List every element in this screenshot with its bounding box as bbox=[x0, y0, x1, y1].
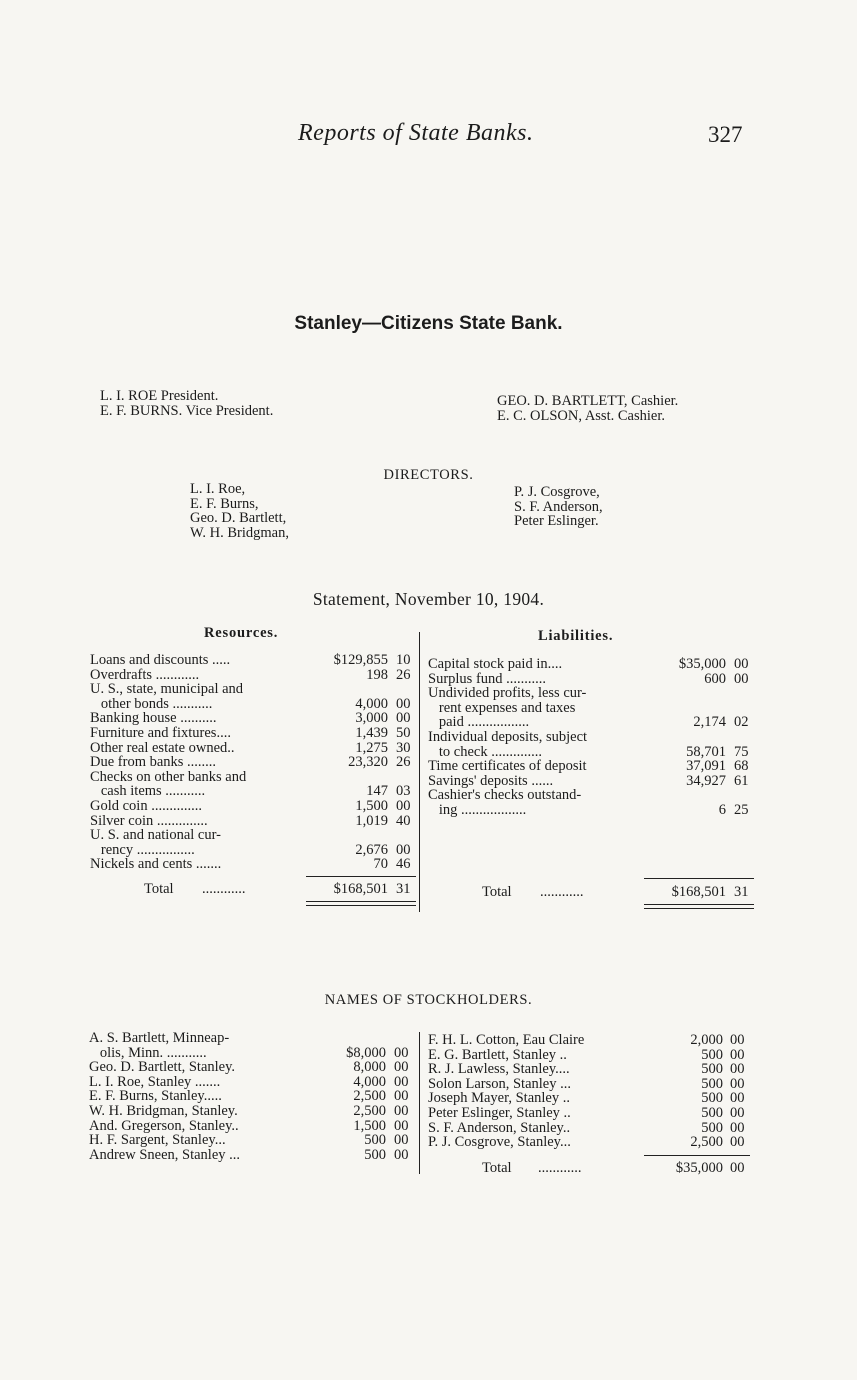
row-cents: 00 bbox=[730, 1046, 745, 1063]
director-name: Peter Eslinger. bbox=[514, 513, 599, 530]
stockholder-row bbox=[89, 1104, 416, 1119]
row-dollars: 23,320 bbox=[348, 754, 388, 771]
stockholders-total-cents: 00 bbox=[730, 1160, 745, 1176]
row-cents: 02 bbox=[734, 714, 749, 731]
row-label: Due from banks ........ bbox=[90, 754, 217, 771]
row-dollars: 1,019 bbox=[355, 812, 388, 829]
resources-total-row bbox=[90, 882, 416, 897]
row-label: U. S. and national cur- bbox=[90, 827, 221, 844]
row-dollars: 1,275 bbox=[355, 739, 388, 756]
stockholder-row bbox=[428, 1135, 754, 1150]
stockholder-row bbox=[428, 1121, 754, 1136]
row-dollars: 500 bbox=[701, 1061, 723, 1078]
stockholder-row bbox=[89, 1148, 416, 1163]
row-cents: 00 bbox=[730, 1090, 745, 1107]
liabilities-total-row bbox=[428, 885, 754, 900]
resource-row bbox=[90, 799, 416, 814]
row-cents: 00 bbox=[730, 1104, 745, 1121]
row-cents: 00 bbox=[394, 1044, 409, 1061]
stockholders-right-table bbox=[428, 1033, 754, 1150]
row-label: U. S., state, municipal and bbox=[90, 681, 244, 698]
row-cents: 00 bbox=[730, 1119, 745, 1136]
row-dollars: 2,000 bbox=[690, 1032, 723, 1048]
stockholders-left-table bbox=[89, 1031, 416, 1162]
row-dollars: 147 bbox=[366, 783, 388, 800]
total-dots: ............ bbox=[540, 884, 584, 900]
resource-row bbox=[90, 741, 416, 756]
row-cents: 00 bbox=[730, 1134, 745, 1151]
row-dollars: 2,500 bbox=[353, 1102, 386, 1119]
stockholders-total-rule bbox=[644, 1155, 750, 1156]
row-cents: 00 bbox=[394, 1132, 409, 1149]
liabilities-total-rule bbox=[644, 878, 754, 879]
resource-row bbox=[90, 843, 416, 858]
row-dollars: 8,000 bbox=[353, 1059, 386, 1076]
row-label: Checks on other banks and bbox=[90, 768, 247, 785]
stockholder-row bbox=[428, 1062, 754, 1077]
row-cents: 00 bbox=[394, 1073, 409, 1090]
row-cents: 00 bbox=[394, 1088, 409, 1105]
row-label: cash items ........... bbox=[90, 783, 206, 800]
row-cents: 00 bbox=[394, 1059, 409, 1076]
row-label: ing .................. bbox=[428, 801, 527, 818]
row-label: Silver coin .............. bbox=[90, 812, 208, 829]
statement-title: Statement, November 10, 1904. bbox=[312, 589, 545, 609]
stockholder-row bbox=[89, 1060, 416, 1075]
row-cents: 30 bbox=[396, 739, 411, 756]
row-label: R. J. Lawless, Stanley.... bbox=[428, 1061, 570, 1078]
row-label: Surplus fund ........... bbox=[428, 670, 547, 687]
liability-row bbox=[428, 745, 754, 760]
resources-total-cents: 31 bbox=[396, 881, 411, 897]
row-cents: 25 bbox=[734, 801, 749, 818]
row-label: rency ................ bbox=[90, 841, 195, 858]
total-dots: ............ bbox=[538, 1160, 582, 1176]
liabilities-total-double-rule bbox=[644, 904, 754, 909]
row-dollars: 600 bbox=[704, 670, 726, 687]
row-label: Other real estate owned.. bbox=[90, 739, 235, 756]
resources-total-rule bbox=[306, 876, 416, 877]
officers-right bbox=[497, 394, 678, 423]
total-dots: ............ bbox=[202, 881, 246, 897]
row-label: Cashier's checks outstand- bbox=[428, 787, 582, 804]
row-label: F. H. L. Cotton, Eau Claire bbox=[428, 1032, 585, 1048]
row-dollars: 4,000 bbox=[353, 1073, 386, 1090]
stockholders-title: NAMES OF STOCKHOLDERS. bbox=[324, 992, 533, 1008]
liabilities-total-dollars: $168,501 bbox=[671, 884, 726, 900]
stockholders-column-divider bbox=[419, 1032, 420, 1174]
resources-heading: Resources. bbox=[204, 625, 279, 641]
liability-row bbox=[428, 803, 754, 818]
bank-title: Stanley—Citizens State Bank. bbox=[294, 313, 563, 334]
row-cents: 26 bbox=[396, 666, 411, 683]
row-label: W. H. Bridgman, Stanley. bbox=[89, 1102, 238, 1119]
row-label: Savings' deposits ...... bbox=[428, 772, 554, 789]
liabilities-total-cents: 31 bbox=[734, 884, 749, 900]
row-label: paid ................. bbox=[428, 714, 530, 731]
stockholder-row bbox=[428, 1048, 754, 1063]
row-cents: 00 bbox=[394, 1117, 409, 1134]
liability-row bbox=[428, 715, 754, 730]
total-label: Total bbox=[144, 881, 174, 897]
row-label: E. G. Bartlett, Stanley .. bbox=[428, 1046, 567, 1063]
row-dollars: 500 bbox=[701, 1090, 723, 1107]
resource-row bbox=[90, 711, 416, 726]
resource-row bbox=[90, 697, 416, 712]
row-cents: 00 bbox=[396, 841, 411, 858]
row-cents: 00 bbox=[730, 1075, 745, 1092]
row-label: Banking house .......... bbox=[90, 710, 217, 727]
stockholders-total-dollars: $35,000 bbox=[675, 1160, 723, 1176]
row-cents: 00 bbox=[394, 1102, 409, 1119]
resources-total-dollars: $168,501 bbox=[333, 881, 388, 897]
stockholder-row bbox=[428, 1033, 754, 1048]
stockholder-row bbox=[428, 1091, 754, 1106]
officer-asst-cashier: E. C. OLSON, Asst. Cashier. bbox=[497, 407, 665, 424]
row-dollars: 1,439 bbox=[355, 724, 388, 741]
director-name: L. I. Roe, bbox=[190, 481, 246, 497]
row-cents: 00 bbox=[734, 670, 749, 687]
row-label: to check .............. bbox=[428, 743, 542, 760]
statement-column-divider bbox=[419, 632, 420, 912]
resource-row bbox=[90, 668, 416, 683]
row-label: Loans and discounts ..... bbox=[90, 652, 231, 668]
row-cents: 61 bbox=[734, 772, 749, 789]
stockholder-row bbox=[89, 1133, 416, 1148]
row-dollars: 500 bbox=[701, 1104, 723, 1121]
row-dollars: 58,701 bbox=[686, 743, 726, 760]
resource-row bbox=[90, 682, 416, 697]
row-label: Time certificates of deposit bbox=[428, 758, 587, 775]
director-name: S. F. Anderson, bbox=[514, 498, 603, 515]
row-dollars: 4,000 bbox=[355, 695, 388, 712]
row-label: Capital stock paid in.... bbox=[428, 656, 563, 672]
row-dollars: 500 bbox=[364, 1132, 386, 1149]
row-dollars: 2,500 bbox=[690, 1134, 723, 1151]
row-label: Overdrafts ............ bbox=[90, 666, 200, 683]
row-cents: 50 bbox=[396, 724, 411, 741]
stockholder-row bbox=[428, 1077, 754, 1092]
row-cents: 00 bbox=[734, 656, 749, 672]
row-cents: 03 bbox=[396, 783, 411, 800]
liability-row bbox=[428, 788, 754, 803]
director-name: P. J. Cosgrove, bbox=[514, 484, 600, 500]
row-cents: 00 bbox=[394, 1146, 409, 1163]
resources-table bbox=[90, 653, 416, 872]
liabilities-table bbox=[428, 657, 754, 818]
stockholder-row bbox=[89, 1089, 416, 1104]
row-cents: 26 bbox=[396, 754, 411, 771]
directors-title: DIRECTORS. bbox=[383, 467, 474, 483]
row-label: Joseph Mayer, Stanley .. bbox=[428, 1090, 570, 1107]
liability-row bbox=[428, 701, 754, 716]
row-cents: 75 bbox=[734, 743, 749, 760]
row-cents: 00 bbox=[396, 695, 411, 712]
row-dollars: 37,091 bbox=[686, 758, 726, 775]
stockholder-row bbox=[89, 1046, 416, 1061]
row-label: Peter Eslinger, Stanley .. bbox=[428, 1104, 571, 1121]
row-cents: 00 bbox=[396, 797, 411, 814]
director-name: Geo. D. Bartlett, bbox=[190, 510, 287, 527]
total-label: Total bbox=[482, 1160, 512, 1176]
director-name: E. F. Burns, bbox=[190, 495, 259, 512]
running-header-title: Reports of State Banks. bbox=[298, 120, 534, 146]
liability-row bbox=[428, 774, 754, 789]
row-cents: 00 bbox=[730, 1061, 745, 1078]
officer-cashier: GEO. D. BARTLETT, Cashier. bbox=[497, 393, 679, 409]
row-label: E. F. Burns, Stanley..... bbox=[89, 1088, 222, 1105]
row-label: Nickels and cents ....... bbox=[90, 856, 222, 873]
resource-row bbox=[90, 726, 416, 741]
stockholder-row bbox=[89, 1075, 416, 1090]
row-dollars: 34,927 bbox=[686, 772, 726, 789]
liability-row bbox=[428, 672, 754, 687]
officer-president: L. I. ROE President. bbox=[100, 388, 219, 404]
row-label: Gold coin .............. bbox=[90, 797, 202, 814]
row-label: Andrew Sneen, Stanley ... bbox=[89, 1146, 241, 1163]
officer-vice-president: E. F. BURNS. Vice President. bbox=[100, 402, 274, 419]
row-dollars: 3,000 bbox=[355, 710, 388, 727]
row-label: Undivided profits, less cur- bbox=[428, 685, 587, 702]
director-name: W. H. Bridgman, bbox=[190, 524, 289, 541]
liability-row bbox=[428, 686, 754, 701]
row-cents: 40 bbox=[396, 812, 411, 829]
row-dollars: 1,500 bbox=[353, 1117, 386, 1134]
row-label: H. F. Sargent, Stanley... bbox=[89, 1132, 226, 1149]
resource-row bbox=[90, 755, 416, 770]
stockholders-total-row bbox=[428, 1161, 754, 1176]
liability-row bbox=[428, 657, 754, 672]
row-label: L. I. Roe, Stanley ....... bbox=[89, 1073, 221, 1090]
resources-total-double-rule bbox=[306, 901, 416, 906]
row-label: Geo. D. Bartlett, Stanley. bbox=[89, 1059, 236, 1076]
row-dollars: 2,500 bbox=[353, 1088, 386, 1105]
directors-left bbox=[190, 482, 289, 540]
liabilities-heading: Liabilities. bbox=[538, 628, 614, 644]
row-cents: 10 bbox=[396, 652, 411, 668]
row-label: And. Gregerson, Stanley.. bbox=[89, 1117, 239, 1134]
row-label: other bonds ........... bbox=[90, 695, 213, 712]
row-dollars: $8,000 bbox=[346, 1044, 386, 1061]
officers-left bbox=[100, 389, 273, 418]
row-dollars: 500 bbox=[364, 1146, 386, 1163]
row-label: Solon Larson, Stanley ... bbox=[428, 1075, 571, 1092]
row-label: rent expenses and taxes bbox=[428, 699, 576, 716]
stockholder-row bbox=[89, 1031, 416, 1046]
row-dollars: 500 bbox=[701, 1075, 723, 1092]
stockholder-row bbox=[89, 1119, 416, 1134]
row-dollars: 500 bbox=[701, 1046, 723, 1063]
liability-row bbox=[428, 759, 754, 774]
row-cents: 46 bbox=[396, 856, 411, 873]
row-label: A. S. Bartlett, Minneap- bbox=[89, 1030, 230, 1046]
row-label: Individual deposits, subject bbox=[428, 728, 588, 745]
page-number: 327 bbox=[708, 122, 743, 147]
row-dollars: $129,855 bbox=[333, 652, 388, 668]
directors-right bbox=[514, 485, 603, 529]
row-cents: 68 bbox=[734, 758, 749, 775]
row-label: S. F. Anderson, Stanley.. bbox=[428, 1119, 571, 1136]
row-label: Furniture and fixtures.... bbox=[90, 724, 231, 741]
row-dollars: 2,676 bbox=[355, 841, 388, 858]
row-label: P. J. Cosgrove, Stanley... bbox=[428, 1134, 571, 1151]
resource-row bbox=[90, 857, 416, 872]
row-dollars: 6 bbox=[718, 801, 726, 818]
resource-row bbox=[90, 653, 416, 668]
row-dollars: 2,174 bbox=[693, 714, 726, 731]
resource-row bbox=[90, 828, 416, 843]
row-cents: 00 bbox=[730, 1032, 745, 1048]
row-label: olis, Minn. ........... bbox=[89, 1044, 207, 1061]
resource-row bbox=[90, 784, 416, 799]
resource-row bbox=[90, 814, 416, 829]
row-dollars: 198 bbox=[366, 666, 388, 683]
stockholder-row bbox=[428, 1106, 754, 1121]
row-dollars: 500 bbox=[701, 1119, 723, 1136]
row-dollars: $35,000 bbox=[678, 656, 726, 672]
total-label: Total bbox=[482, 884, 512, 900]
row-dollars: 70 bbox=[373, 856, 388, 873]
resource-row bbox=[90, 770, 416, 785]
row-cents: 00 bbox=[396, 710, 411, 727]
liability-row bbox=[428, 730, 754, 745]
row-dollars: 1,500 bbox=[355, 797, 388, 814]
